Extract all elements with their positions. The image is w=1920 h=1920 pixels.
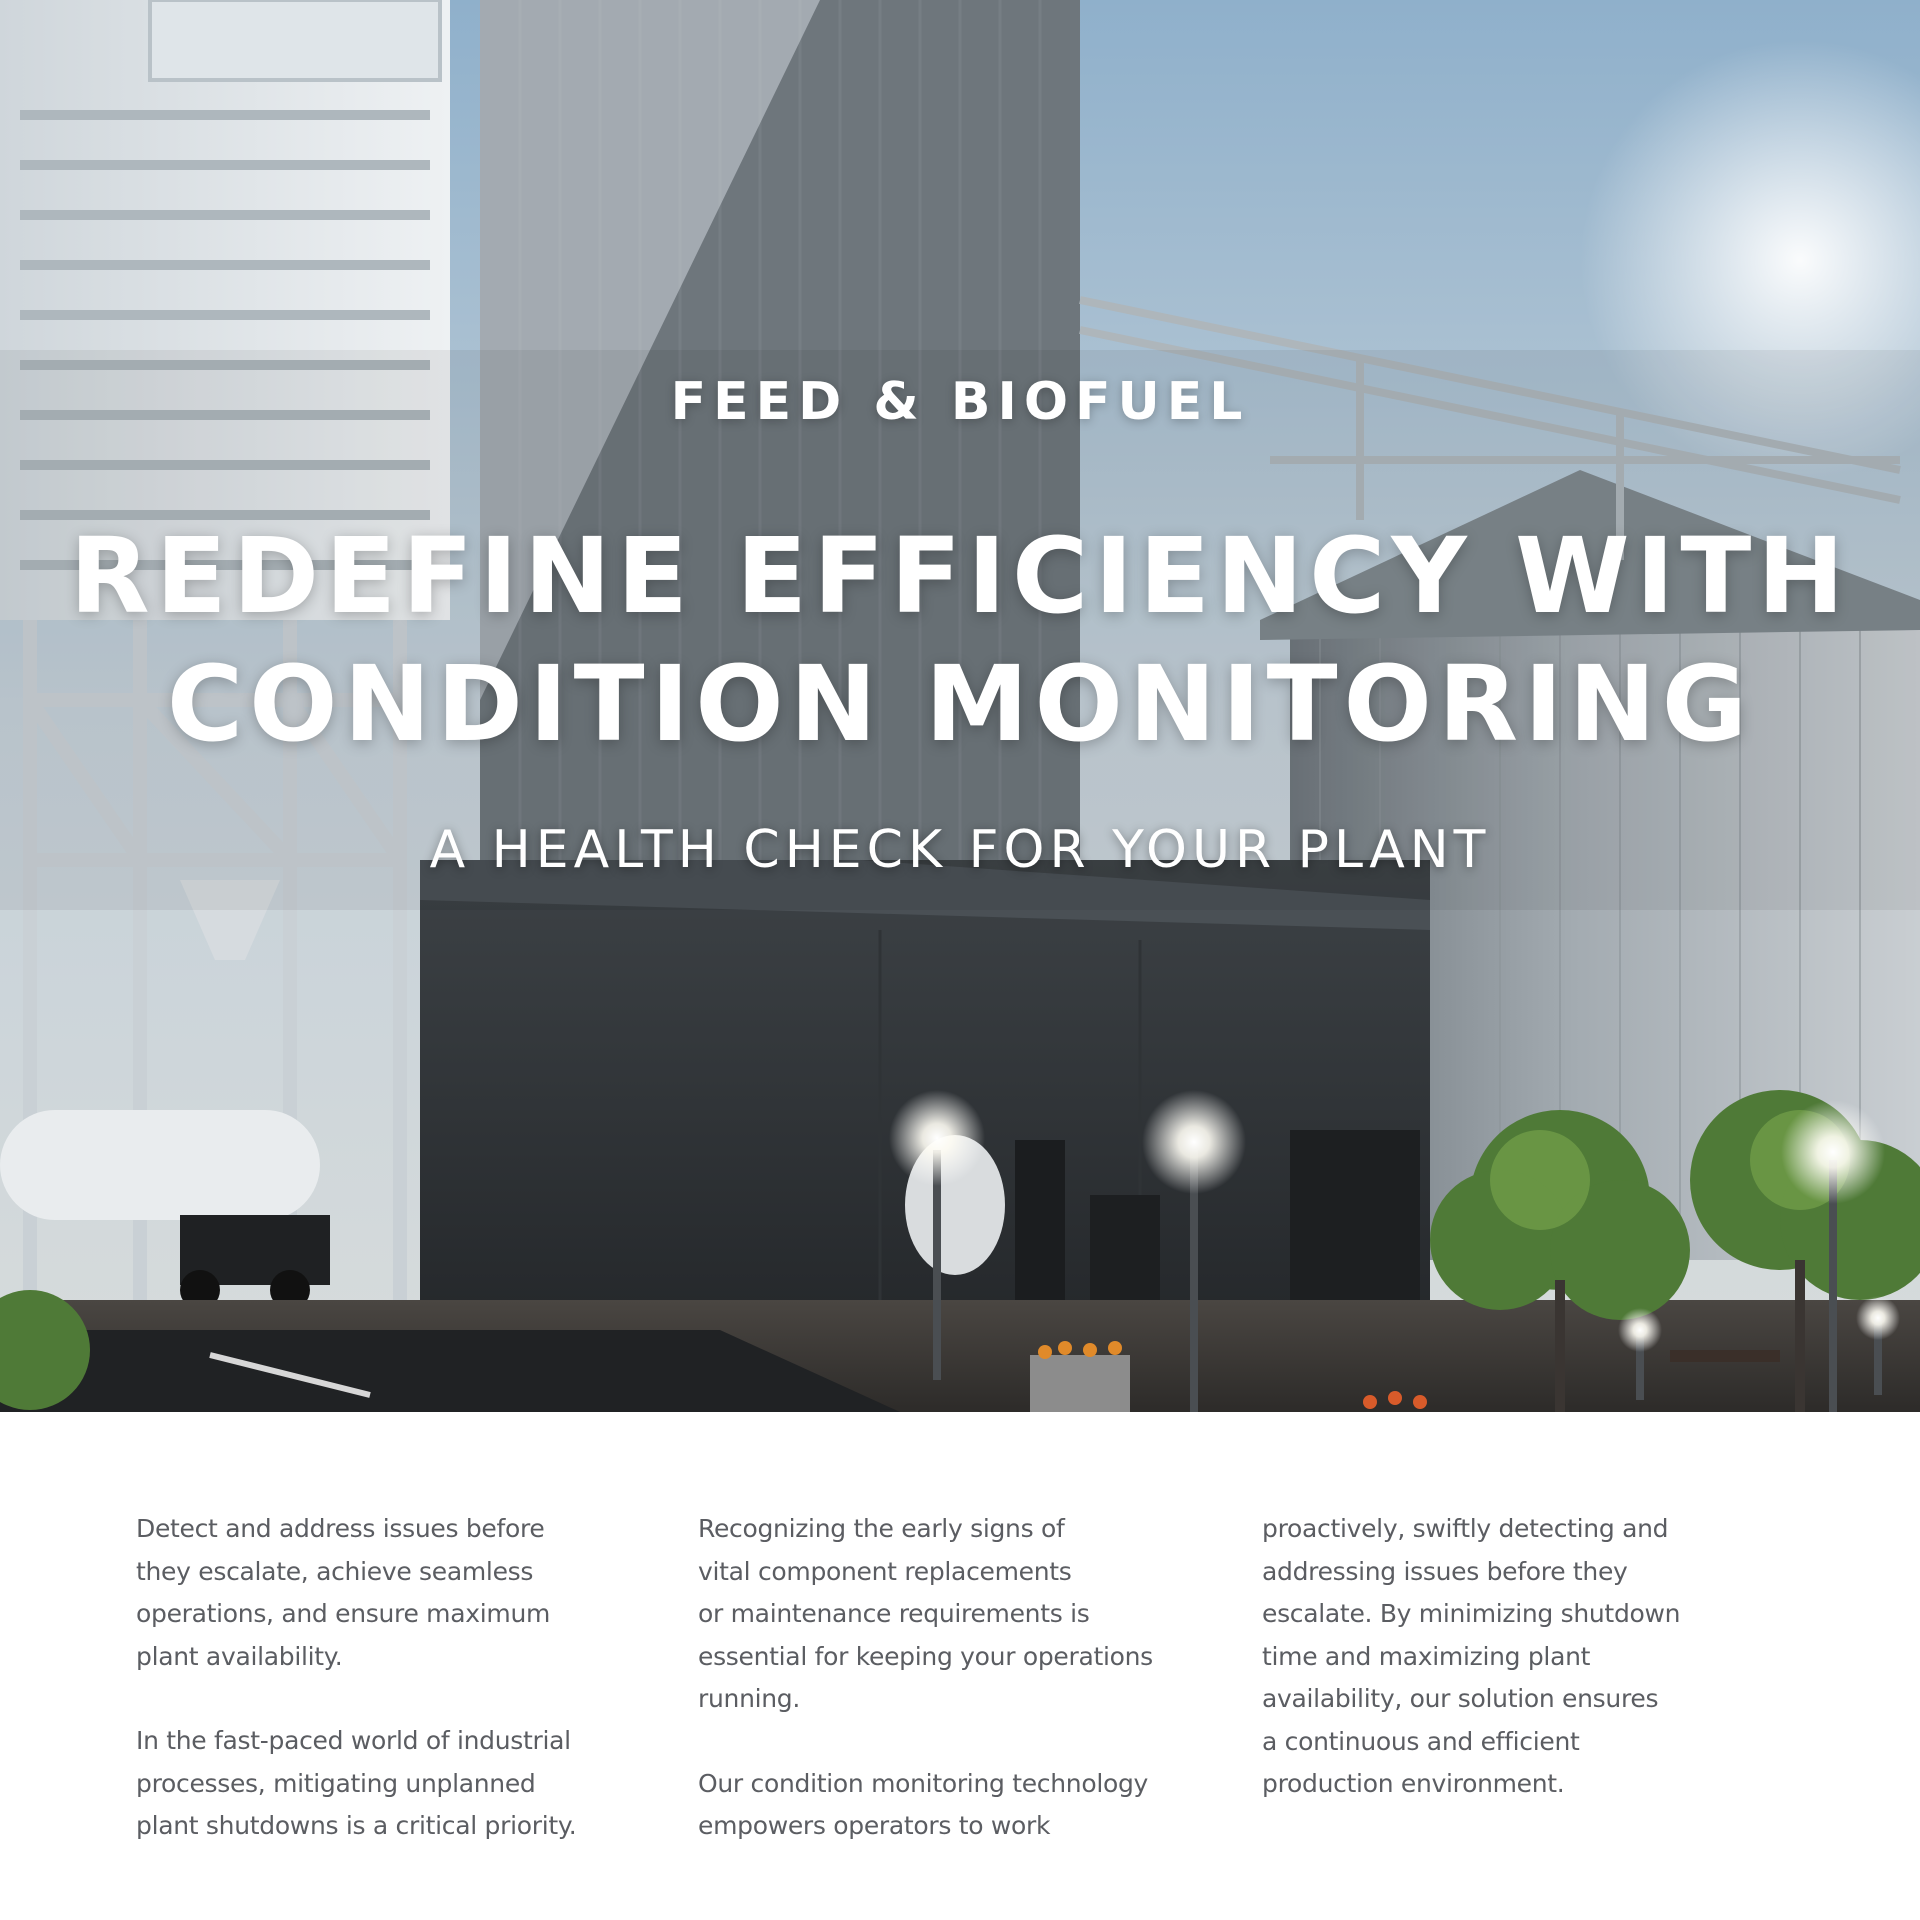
body-column-3 [1262, 1508, 1802, 1848]
text-line: production environment. [1262, 1769, 1565, 1798]
text-line: operations, and ensure maximum [136, 1599, 551, 1628]
paragraph [136, 1508, 656, 1678]
hero-subtitle: A HEALTH CHECK FOR YOUR PLANT [429, 820, 1491, 880]
text-line: time and maximizing plant [1262, 1641, 1591, 1671]
paragraph [1262, 1508, 1802, 1806]
paragraph [698, 1508, 1238, 1721]
text-line: Our condition monitoring technology [698, 1768, 1149, 1798]
text-line: In the fast-paced world of industrial [136, 1726, 571, 1755]
text-line: plant shutdowns is a critical priority. [136, 1811, 577, 1840]
text-line: vital component replacements [698, 1556, 1072, 1586]
hero-title-line-1: REDEFINE EFFICIENCY WITH [69, 515, 1851, 637]
text-line: empowers operators to work [698, 1811, 1051, 1840]
paragraph [136, 1720, 656, 1848]
text-line: they escalate, achieve seamless [136, 1556, 534, 1586]
text-line: Detect and address issues before [136, 1514, 545, 1543]
text-line: processes, mitigating unplanned [136, 1768, 536, 1798]
paragraph [698, 1763, 1238, 1848]
hero-title-line-2: CONDITION MONITORING [166, 643, 1754, 765]
hero-eyebrow: FEED & BIOFUEL [670, 372, 1250, 432]
text-line: escalate. By minimizing shutdown [1262, 1599, 1681, 1628]
body-column-1 [136, 1508, 656, 1890]
text-line: plant availability. [136, 1641, 343, 1671]
hero-title [0, 512, 1920, 768]
text-line: availability, our solution ensures [1262, 1684, 1659, 1713]
text-line: or maintenance requirements is [698, 1599, 1090, 1628]
text-line: proactively, swiftly detecting and [1262, 1514, 1669, 1543]
text-line: addressing issues before they [1262, 1556, 1628, 1586]
text-line: a continuous and efficient [1262, 1726, 1580, 1756]
text-line: running. [698, 1684, 801, 1713]
text-line: essential for keeping your operations [698, 1641, 1153, 1671]
body-column-2 [698, 1508, 1238, 1890]
text-line: Recognizing the early signs of [698, 1514, 1065, 1543]
